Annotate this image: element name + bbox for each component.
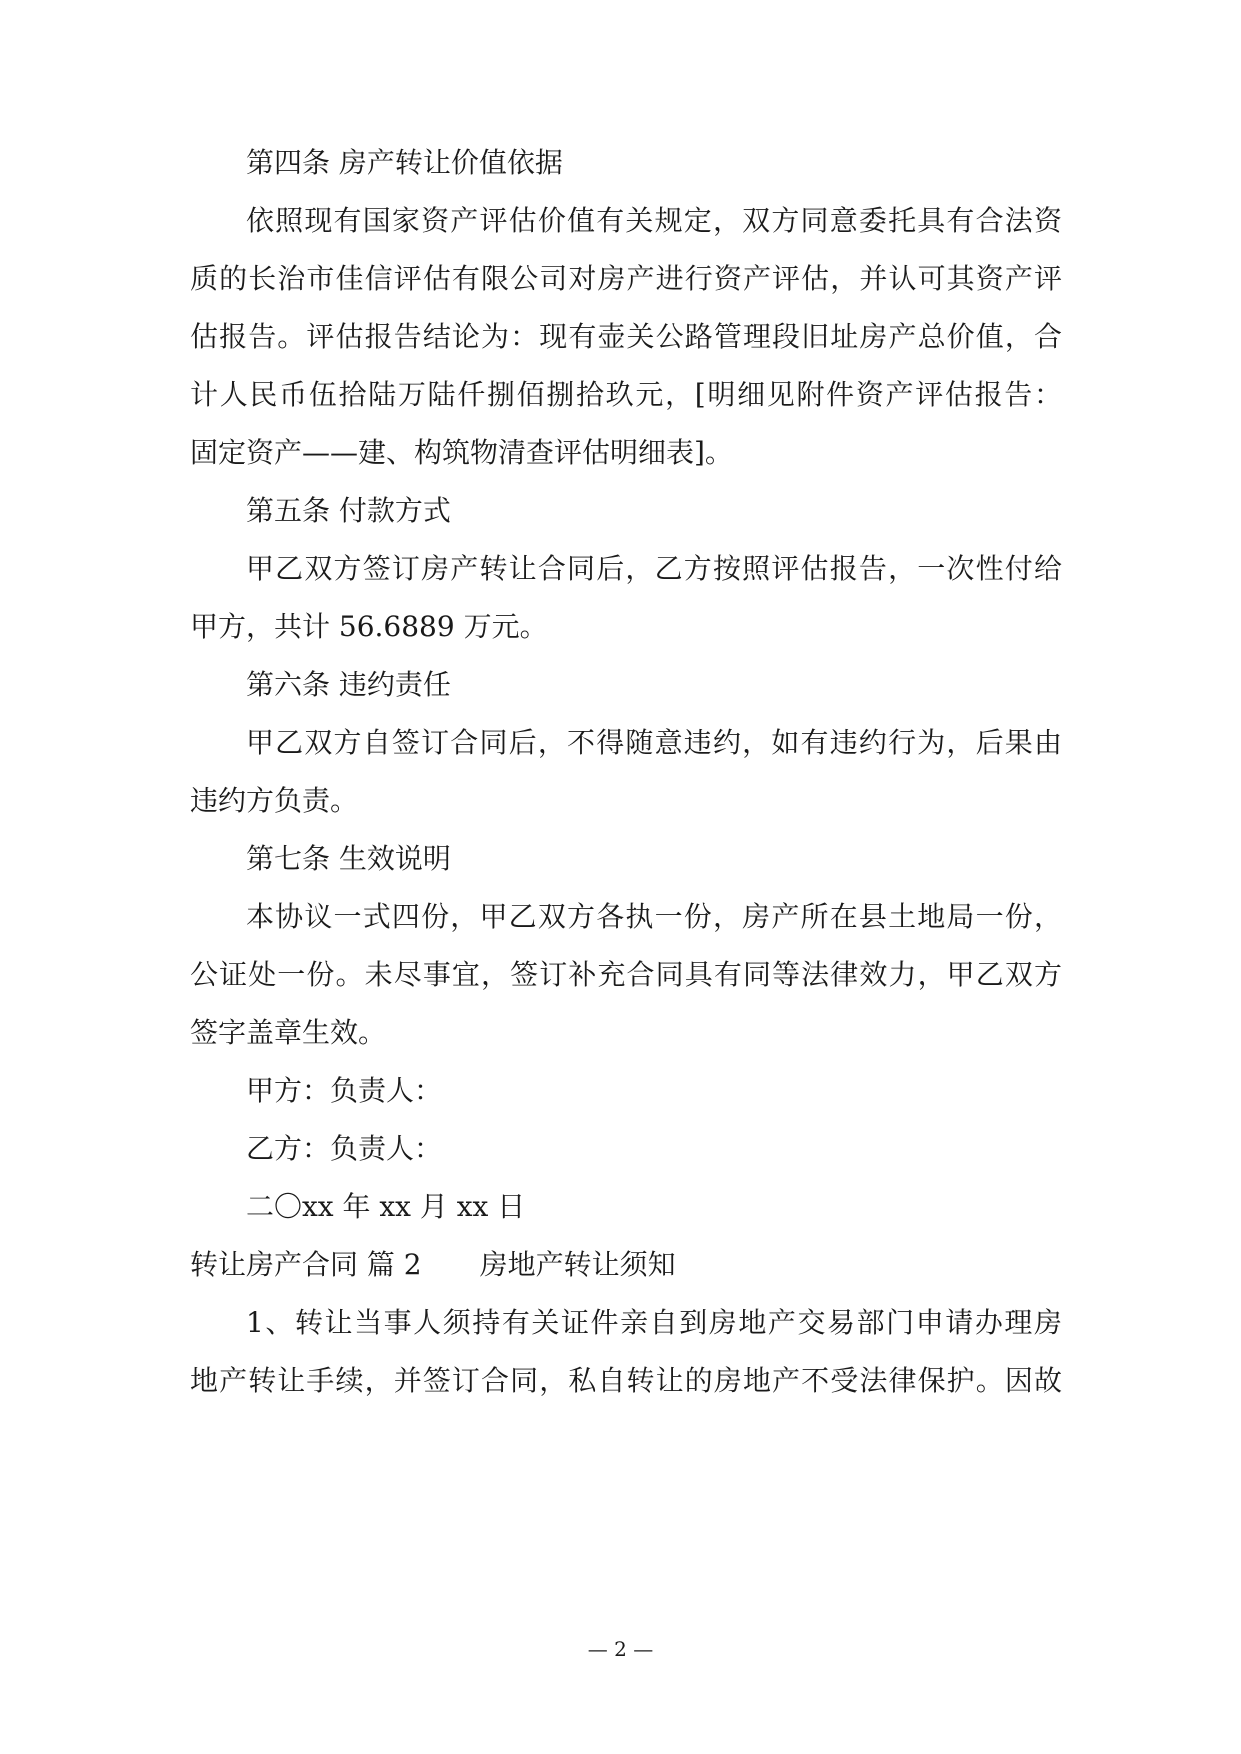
signature-date: 二〇xx 年 xx 月 xx 日 bbox=[246, 1190, 526, 1223]
article4-line-3: 估报告。评估报告结论为：现有壶关公路管理段旧址房产总价值，合 bbox=[190, 320, 1062, 353]
article7-line-2: 公证处一份。未尽事宜，签订补充合同具有同等法律效力，甲乙双方 bbox=[190, 958, 1062, 991]
article7-heading: 第七条 生效说明 bbox=[246, 842, 451, 875]
article5-heading: 第五条 付款方式 bbox=[246, 494, 451, 527]
section2-subtitle: 房地产转让须知 bbox=[479, 1248, 676, 1281]
section2-title: 转让房产合同 篇 2 bbox=[190, 1248, 422, 1281]
party-b-signature: 乙方：负责人： bbox=[246, 1132, 443, 1165]
article4-line-4: 计人民币伍拾陆万陆仟捌佰捌拾玖元，[明细见附件资产评估报告： bbox=[190, 378, 1062, 411]
notice-line-1: 1、转让当事人须持有关证件亲自到房地产交易部门申请办理房 bbox=[246, 1306, 1062, 1339]
article4-line-2: 质的长治市佳信评估有限公司对房产进行资产评估，并认可其资产评 bbox=[190, 262, 1062, 295]
article4-line-1: 依照现有国家资产评估价值有关规定，双方同意委托具有合法资 bbox=[246, 204, 1062, 237]
article4-line-5: 固定资产——建、构筑物清查评估明细表]。 bbox=[190, 436, 733, 469]
party-a-signature: 甲方：负责人： bbox=[246, 1074, 443, 1107]
notice-line-2: 地产转让手续，并签订合同，私自转让的房地产不受法律保护。因故 bbox=[190, 1364, 1062, 1397]
section2-title-row bbox=[190, 1245, 676, 1285]
article6-line-1: 甲乙双方自签订合同后，不得随意违约，如有违约行为，后果由 bbox=[246, 726, 1062, 759]
article4-heading: 第四条 房产转让价值依据 bbox=[246, 146, 563, 179]
article7-line-3: 签字盖章生效。 bbox=[190, 1016, 387, 1049]
article5-line-2: 甲方，共计 56.6889 万元。 bbox=[190, 610, 548, 643]
article7-line-1: 本协议一式四份，甲乙双方各执一份，房产所在县土地局一份， bbox=[246, 900, 1062, 933]
article6-heading: 第六条 违约责任 bbox=[246, 668, 451, 701]
article6-line-2: 违约方负责。 bbox=[190, 784, 359, 817]
article5-line-1: 甲乙双方签订房产转让合同后，乙方按照评估报告，一次性付给 bbox=[246, 552, 1062, 585]
page-number: — 2 — bbox=[587, 1637, 654, 1661]
